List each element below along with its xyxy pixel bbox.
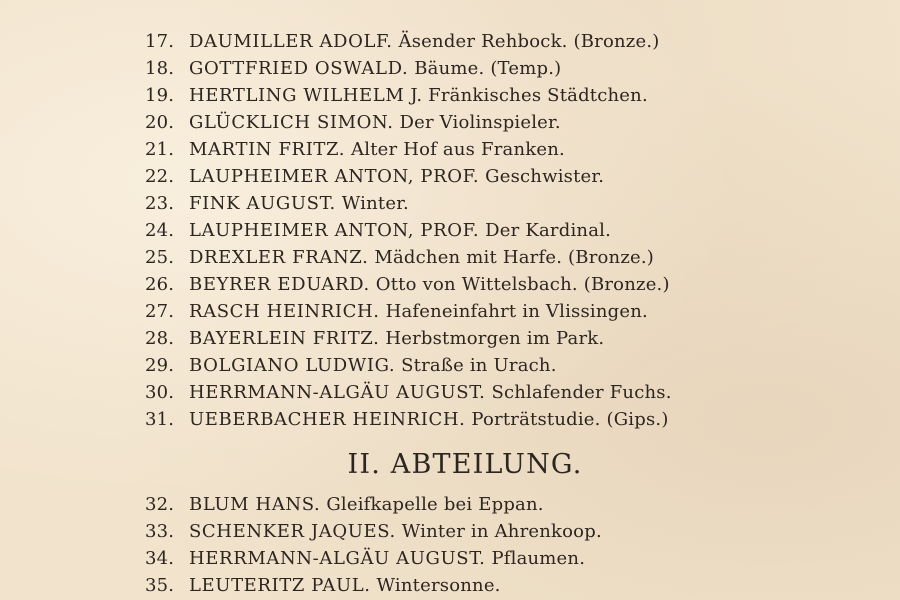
entry-title: Gleifkapelle bei Eppan. xyxy=(326,494,544,515)
entry-title: Porträtstudie. (Gips.) xyxy=(471,409,669,430)
catalog-entry xyxy=(145,109,561,136)
entry-number: 22. xyxy=(145,166,175,187)
catalog-entry xyxy=(145,325,604,352)
entry-title: Alter Hof aus Franken. xyxy=(351,139,565,160)
catalog-entry xyxy=(145,298,648,325)
entry-number: 33. xyxy=(145,521,175,542)
entry-number: 26. xyxy=(145,274,175,295)
entry-artist: GOTTFRIED OSWALD. xyxy=(189,58,409,79)
entry-artist: SCHENKER JAQUES. xyxy=(189,521,396,542)
catalog-entry xyxy=(145,244,654,271)
entry-title: Winter. xyxy=(341,193,409,214)
catalog-entry xyxy=(145,163,604,190)
entry-title: J. Fränkisches Städtchen. xyxy=(410,85,648,106)
entry-artist: HERRMANN-ALGÄU AUGUST. xyxy=(189,382,486,403)
catalog-entry xyxy=(145,190,409,217)
entry-number: 32. xyxy=(145,494,175,515)
entry-number: 17. xyxy=(145,31,175,52)
catalog-entry xyxy=(145,406,669,433)
entry-title: Otto von Wittelsbach. (Bronze.) xyxy=(375,274,670,295)
entry-number: 23. xyxy=(145,193,175,214)
catalog-entry xyxy=(145,55,561,82)
entry-number: 18. xyxy=(145,58,175,79)
entry-artist: LEUTERITZ PAUL. xyxy=(189,575,371,596)
entry-title: Der Kardinal. xyxy=(485,220,612,241)
entry-artist: MARTIN FRITZ. xyxy=(189,139,346,160)
entry-title: Pflaumen. xyxy=(491,548,586,569)
entry-artist: HERRMANN-ALGÄU AUGUST. xyxy=(189,548,486,569)
entry-title: Bäume. (Temp.) xyxy=(414,58,562,79)
entry-artist: BOLGIANO LUDWIG. xyxy=(189,355,396,376)
catalog-entry xyxy=(145,28,659,55)
entry-title: Wintersonne. xyxy=(376,575,501,596)
entry-number: 25. xyxy=(145,247,175,268)
entry-artist: RASCH HEINRICH. xyxy=(189,301,380,322)
catalog-entry xyxy=(145,82,648,109)
entry-artist: FINK AUGUST. xyxy=(189,193,336,214)
catalog-entry xyxy=(145,352,557,379)
entry-artist: DREXLER FRANZ. xyxy=(189,247,369,268)
entry-title: Mädchen mit Harfe. (Bronze.) xyxy=(374,247,655,268)
catalog-entry xyxy=(145,491,544,518)
section-heading: II. ABTEILUNG. xyxy=(347,449,583,480)
catalog-entry xyxy=(145,518,602,545)
entry-number: 21. xyxy=(145,139,175,160)
entry-artist: DAUMILLER ADOLF. xyxy=(189,31,393,52)
entry-artist: LAUPHEIMER ANTON, PROF. xyxy=(189,166,480,187)
entry-title: Der Violinspieler. xyxy=(399,112,561,133)
catalog-entry xyxy=(145,572,501,599)
entry-number: 31. xyxy=(145,409,175,430)
entry-title: Herbstmorgen im Park. xyxy=(385,328,605,349)
entry-number: 24. xyxy=(145,220,175,241)
entry-artist: BEYRER EDUARD. xyxy=(189,274,370,295)
catalog-entry xyxy=(145,271,670,298)
entry-number: 29. xyxy=(145,355,175,376)
entry-number: 28. xyxy=(145,328,175,349)
entry-title: Straße in Urach. xyxy=(401,355,557,376)
catalog-entry xyxy=(145,545,585,572)
entry-artist: LAUPHEIMER ANTON, PROF. xyxy=(189,220,480,241)
entry-number: 30. xyxy=(145,382,175,403)
catalog-entry xyxy=(145,217,611,244)
entry-number: 35. xyxy=(145,575,175,596)
entry-title: Schlafender Fuchs. xyxy=(491,382,672,403)
entry-number: 20. xyxy=(145,112,175,133)
entry-artist: UEBERBACHER HEINRICH. xyxy=(189,409,466,430)
entry-title: Winter in Ahrenkoop. xyxy=(401,521,602,542)
entry-artist: HERTLING WILHELM xyxy=(189,85,405,106)
catalog-entry xyxy=(145,136,565,163)
entry-number: 34. xyxy=(145,548,175,569)
entry-artist: BAYERLEIN FRITZ. xyxy=(189,328,380,349)
entry-artist: GLÜCKLICH SIMON. xyxy=(189,112,394,133)
catalog-entry xyxy=(145,379,672,406)
entry-number: 27. xyxy=(145,301,175,322)
entry-title: Äsender Rehbock. (Bronze.) xyxy=(398,31,660,52)
entry-title: Hafeneinfahrt in Vlissingen. xyxy=(385,301,648,322)
entry-title: Geschwister. xyxy=(485,166,605,187)
entry-number: 19. xyxy=(145,85,175,106)
entry-artist: BLUM HANS. xyxy=(189,494,321,515)
